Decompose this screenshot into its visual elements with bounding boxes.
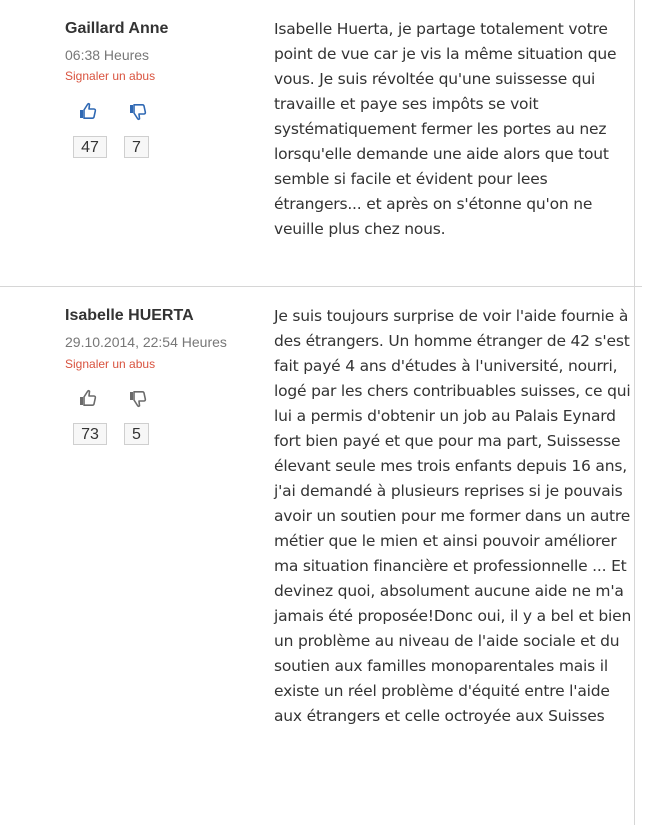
thumbs-down-icon[interactable] (128, 389, 148, 409)
comment-author: Isabelle HUERTA (65, 307, 194, 324)
thumbs-up-icon[interactable] (78, 101, 98, 121)
report-abuse-link[interactable]: Signaler un abus (65, 69, 156, 83)
upvote-count: 47 (73, 136, 107, 158)
comment-text: Isabelle Huerta, je partage totalement votre point de vue car je vis la même situation que vous. Je suis révoltée qu'une suissesse qui travaille et paye ses impôts se voit systématiquement fermer les portes au nez lorsqu'elle demande une aide alors que tout semble si facile et évident pour lees étrangers... et après on s'étonne qu'on ne veuille plus chez nous. (274, 20, 617, 238)
report-abuse-link[interactable]: Signaler un abus (65, 357, 156, 371)
comment-date: 06:38 Heures (65, 47, 150, 63)
downvote-count: 5 (124, 423, 149, 445)
comment (0, 287, 642, 825)
comment-text: Je suis toujours surprise de voir l'aide fournie à des étrangers. Un homme étranger de 42 s'est fait payé 4 ans d'études à l'université, nourri, logé par les chers contribuables suisses, ce qui lui a permis d'obtenir un job au Palais Eynard fort bien payé et que pour ma part, Suissesse élevant seule mes trois enfants depuis 16 ans, j'ai demandé à plusieurs reprises si je pouvais avoir un soutien pour me former dans un autre métier que le mien et ainsi pouvoir améliorer ma situation financière et professionnelle ... Et devinez quoi, absolument aucune aide ne m'a jamais été proposée!Donc oui, il y a bel et bien un problème au niveau de l'aide sociale et du soutien aux familles monoparentales mais il existe un réel problème d'équité entre l'aide aux étrangers et celle octroyée aux Suisses (274, 307, 632, 725)
divider (634, 0, 635, 286)
downvote-count: 7 (124, 136, 149, 158)
comment-author: Gaillard Anne (65, 20, 169, 37)
thumbs-up-icon[interactable] (78, 388, 98, 408)
divider (634, 287, 635, 825)
upvote-count: 73 (73, 423, 107, 445)
comment-date: 29.10.2014, 22:54 Heures (65, 334, 227, 350)
comment (0, 0, 642, 287)
thumbs-down-icon[interactable] (128, 102, 148, 122)
